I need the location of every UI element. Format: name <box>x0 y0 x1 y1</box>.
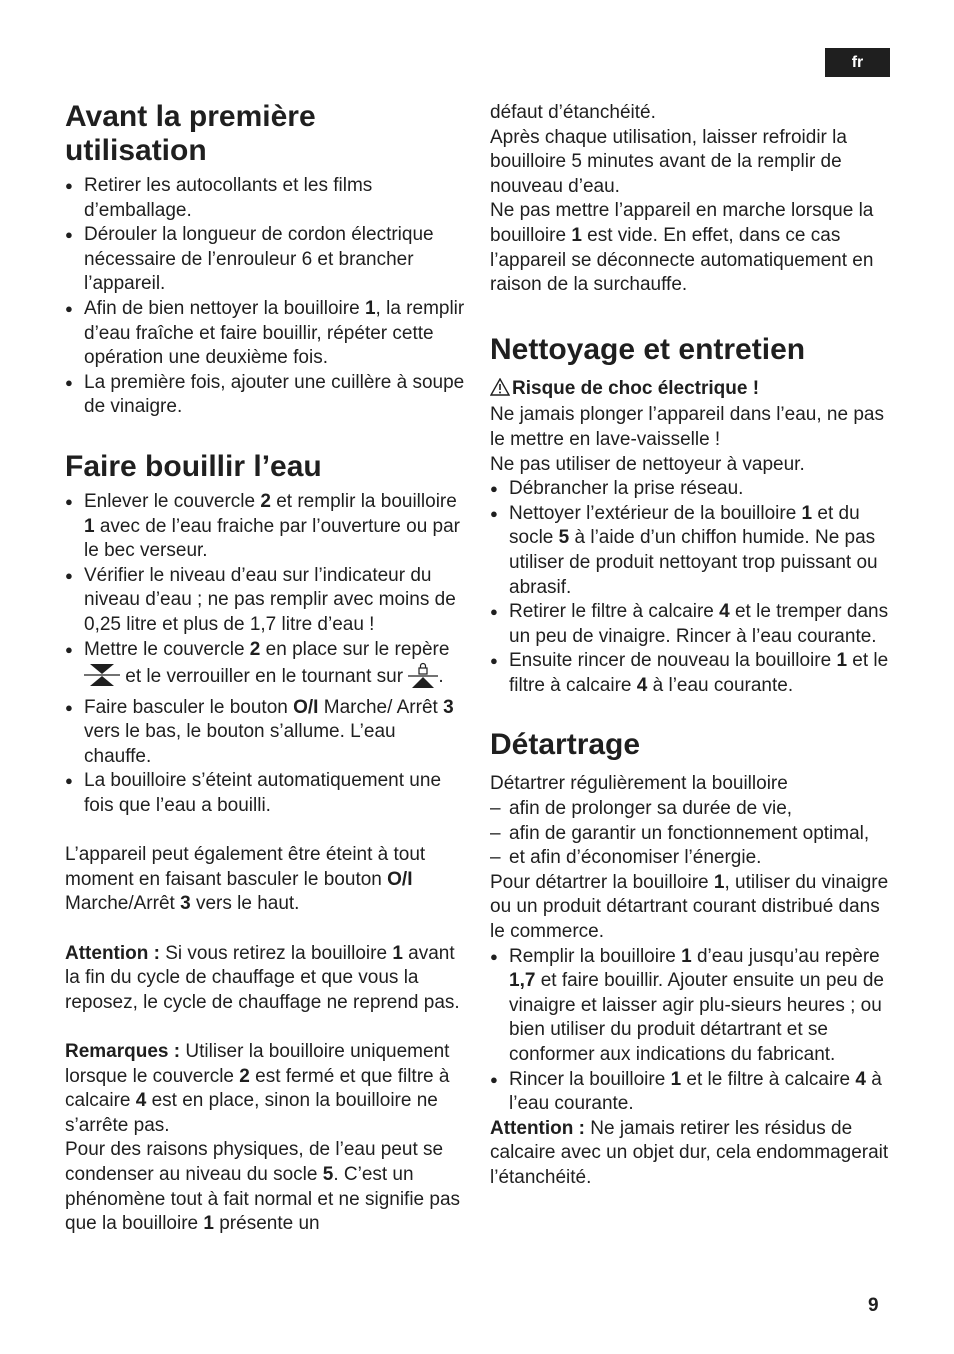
paragraph: Pour des raisons physiques, de l’eau peut se condenser au niveau du socle 5. C’est un phénomène tout à fait normal et ne signifie pas que la bouilloire 1 présente un <box>65 1139 461 1235</box>
paragraph: Ne pas utiliser de nettoyeur à vapeur. <box>490 453 805 475</box>
paragraph: Pour détartrer la bouilloire 1, utiliser du vinaigre ou un produit détartrant courant distribué dans le commerce. <box>490 871 889 943</box>
list-item: – et afin d’économiser l’énergie. <box>490 846 890 871</box>
list-item: ● Enlever le couvercle 2 et remplir la bouilloire 1 avec de l’eau fraiche par l’ouverture ou par le bec verseur. <box>65 490 465 564</box>
list-item: ● Remplir la bouilloire 1 d’eau jusqu’au repère 1,7 et faire bouillir. Ajouter ensuite un peu de vinaigre et laisser agir plu-sieurs heures ; ou bien utiliser du produit détartrant et se conformer aux indications du fabricant. <box>490 945 890 1068</box>
list-item: – afin de prolonger sa durée de vie, <box>490 797 890 822</box>
lock-symbol-icon <box>408 662 438 696</box>
warning-triangle-icon <box>490 378 512 404</box>
list-item: ● Mettre le couvercle 2 en place sur le repère et le verrouiller en le tournant sur . <box>65 638 465 696</box>
list-item: ● Nettoyer l’extérieur de la bouilloire 1 et du socle 5 à l’aide d’un chiffon humide. Ne pas utiliser de produit nettoyant trop puissant ou abrasif. <box>490 502 890 600</box>
avant-list <box>65 174 465 420</box>
list-item: ● Faire basculer le bouton O/I Marche/ Arrêt 3 vers le bas, le bouton s’allume. L’eau chauffe. <box>65 696 465 770</box>
list-item: ● Dérouler la longueur de cordon électrique nécessaire de l’enrouleur 6 et brancher l’appareil. <box>65 223 465 297</box>
mark-symbol-icon <box>84 662 120 696</box>
right-column <box>490 0 890 1191</box>
list-item: ● Vérifier le niveau d’eau sur l’indicateur du niveau d’eau ; ne pas remplir avec moins de 0,25 litre et plus de 1,7 litre d’eau ! <box>65 564 465 638</box>
attention-paragraph: Attention : Ne jamais retirer les résidus de calcaire avec un objet dur, cela endommagerait l’étanchéité. <box>490 1117 889 1188</box>
list-item: – afin de garantir un fonctionnement optimal, <box>490 822 890 847</box>
list-item: ● Retirer les autocollants et les films d’emballage. <box>65 174 465 223</box>
list-item: ● Retirer le filtre à calcaire 4 et le tremper dans un peu de vinaigre. Rincer à l’eau courante. <box>490 600 890 649</box>
paragraph: Après chaque utilisation, laisser refroidir la bouilloire 5 minutes avant de la remplir de nouveau d’eau. <box>490 126 847 197</box>
list-item: ● Afin de bien nettoyer la bouilloire 1, la remplir d’eau fraîche et faire bouillir, répéter cette opération une deuxième fois. <box>65 297 465 371</box>
paragraph: défaut d’étanchéité. <box>490 102 656 123</box>
paragraph: Ne pas mettre l’appareil en marche lorsque la bouilloire 1 est vide. En effet, dans ce cas l’appareil se déconnecte automatiquement en raison de la surchauffe. <box>490 200 874 296</box>
paragraph: L’appareil peut également être éteint à tout moment en faisant basculer le bouton O/I Marche/Arrêt 3 vers le haut. <box>65 844 426 915</box>
paragraph: Détartrer régulièrement la bouilloire <box>490 773 788 795</box>
attention-paragraph: Attention : Si vous retirez la bouilloire 1 avant la fin du cycle de chauffage et que vous la reposez, le cycle de chauffage ne reprend pas. <box>65 942 460 1013</box>
nettoyage-list <box>490 477 890 698</box>
list-item: ● Débrancher la prise réseau. <box>490 477 890 502</box>
detartrage-list <box>490 945 890 1117</box>
faire-list <box>65 490 465 819</box>
paragraph: Ne jamais plonger l’appareil dans l’eau, ne pas le mettre en lave-vaisselle ! <box>490 404 884 450</box>
section-title-nettoyage: Nettoyage et entretien <box>490 332 806 366</box>
list-item: ● La première fois, ajouter une cuillère à soupe de vinaigre. <box>65 371 465 420</box>
section-title-detartrage: Détartrage <box>490 728 641 762</box>
list-item: ● Rincer la bouilloire 1 et le filtre à calcaire 4 à l’eau courante. <box>490 1068 890 1117</box>
page-number: 9 <box>868 1295 879 1316</box>
left-column <box>65 0 465 1237</box>
list-item: ● La bouilloire s’éteint automatiquement une fois que l’eau a bouilli. <box>65 769 465 818</box>
list-item: ● Ensuite rincer de nouveau la bouilloire 1 et le filtre à calcaire 4 à l’eau courante. <box>490 649 890 698</box>
remarks-paragraph: Remarques : Utiliser la bouilloire uniquement lorsque le couvercle 2 est fermé et que filtre à calcaire 4 est en place, sinon la bouilloire ne s’arrête pas. <box>65 1041 450 1136</box>
section-title-faire: Faire bouillir l’eau <box>65 449 322 483</box>
language-tag: fr <box>825 48 890 77</box>
detartrage-dash-list <box>490 797 890 871</box>
warning-heading: Risque de choc électrique ! <box>490 377 890 404</box>
section-title-avant: Avant la première utilisation <box>65 100 316 167</box>
